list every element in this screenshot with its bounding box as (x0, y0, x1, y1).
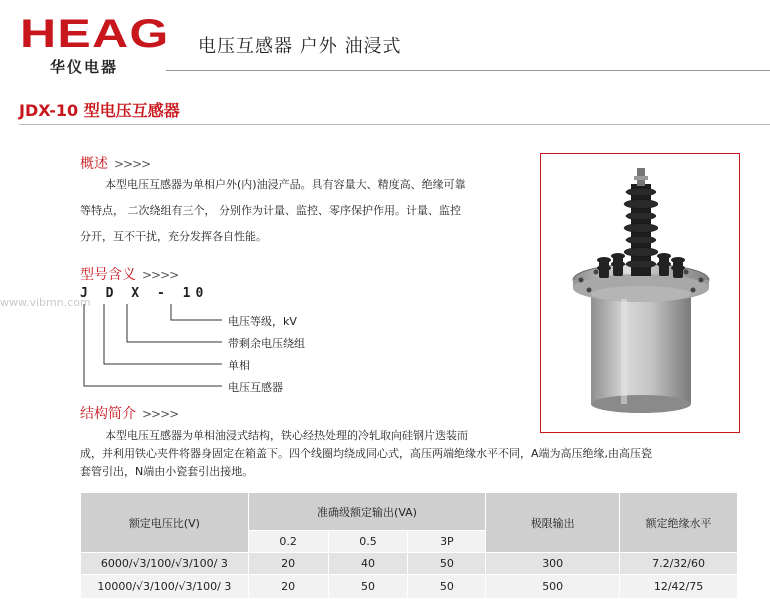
connector-single-phase (104, 304, 222, 364)
cell-insulation: 12/42/75 (620, 575, 738, 599)
structure-line: 套管引出，N端由小瓷套引出接地。 (80, 465, 254, 478)
header-ratio: 额定电压比(V) (81, 493, 249, 553)
structure-text (80, 427, 770, 481)
connector-voltage-class (171, 304, 222, 320)
cell-limit: 500 (486, 575, 620, 599)
cell-ratio: 10000/√3/100/√3/100/ 3 (81, 575, 249, 599)
table-header-row (81, 493, 738, 531)
header-accuracy: 准确级额定输出(VA) (248, 493, 486, 531)
code-label-voltage-class: 电压等级，kV (228, 315, 297, 328)
chevrons-right-icon: >>>> (114, 157, 151, 171)
cell-class-3p: 50 (408, 575, 486, 599)
structure-line: 成，并利用铁心夹件将器身固定在箱盖下。四个线圈均绕成同心式，高压两端绝缘水平不同，A端为高压绝缘,由高压瓷 (80, 447, 653, 460)
code-label-residual-winding: 带剩余电压绕组 (228, 337, 305, 350)
cell-class-0-2: 20 (248, 575, 328, 599)
structure-line: 本型电压互感器为单相油浸式结构，铁心经热处理的冷轧取向硅钢片迭装而 (105, 429, 468, 442)
code-label-single-phase: 单相 (228, 359, 250, 372)
overview-line: 本型电压互感器为单相户外(内)油浸产品。具有容量大、精度高、绝缘可靠 (105, 178, 466, 191)
model-heading-text: 型号含义 (80, 267, 136, 283)
logo-wordmark: HEAG (20, 12, 170, 56)
logo-chinese-name: 华仪电器 (50, 58, 119, 76)
header-class-0-5: 0.5 (328, 531, 408, 553)
chevrons-right-icon: >>>> (142, 268, 179, 282)
overview-line: 等特点， 二次绕组有三个， 分别作为计量、监控、零序保护作用。计量、监控 (80, 204, 461, 217)
header-insulation: 额定绝缘水平 (620, 493, 738, 553)
structure-heading-text: 结构简介 (80, 406, 136, 422)
cell-class-0-2: 20 (248, 553, 328, 575)
cell-limit: 300 (486, 553, 620, 575)
code-label-transformer: 电压互感器 (228, 381, 283, 394)
header-class-3p: 3P (408, 531, 486, 553)
connector-residual-winding (127, 304, 222, 342)
chevrons-right-icon: >>>> (142, 407, 179, 421)
header-limit: 极限输出 (486, 493, 620, 553)
model-code: J D X - 10 (80, 286, 209, 301)
product-title: JDX-10 型电压互感器 (19, 101, 180, 120)
spec-table (80, 492, 738, 599)
connector-transformer (84, 304, 222, 386)
table-row (81, 553, 738, 575)
transformer-illustration (541, 154, 739, 432)
cell-class-0-5: 50 (328, 575, 408, 599)
cell-ratio: 6000/√3/100/√3/100/ 3 (81, 553, 249, 575)
cell-insulation: 7.2/32/60 (620, 553, 738, 575)
header-class-0-2: 0.2 (248, 531, 328, 553)
product-photo (540, 153, 740, 433)
page-header-title: 电压互感器 户外 油浸式 (198, 36, 402, 57)
cell-class-0-5: 40 (328, 553, 408, 575)
watermark: www.vibmn.com (0, 296, 91, 309)
cell-class-3p: 50 (408, 553, 486, 575)
structure-heading (80, 403, 178, 423)
table-row (81, 575, 738, 599)
overview-line: 分开，互不干扰，充分发挥各自性能。 (80, 230, 267, 243)
overview-heading-text: 概述 (80, 156, 108, 172)
